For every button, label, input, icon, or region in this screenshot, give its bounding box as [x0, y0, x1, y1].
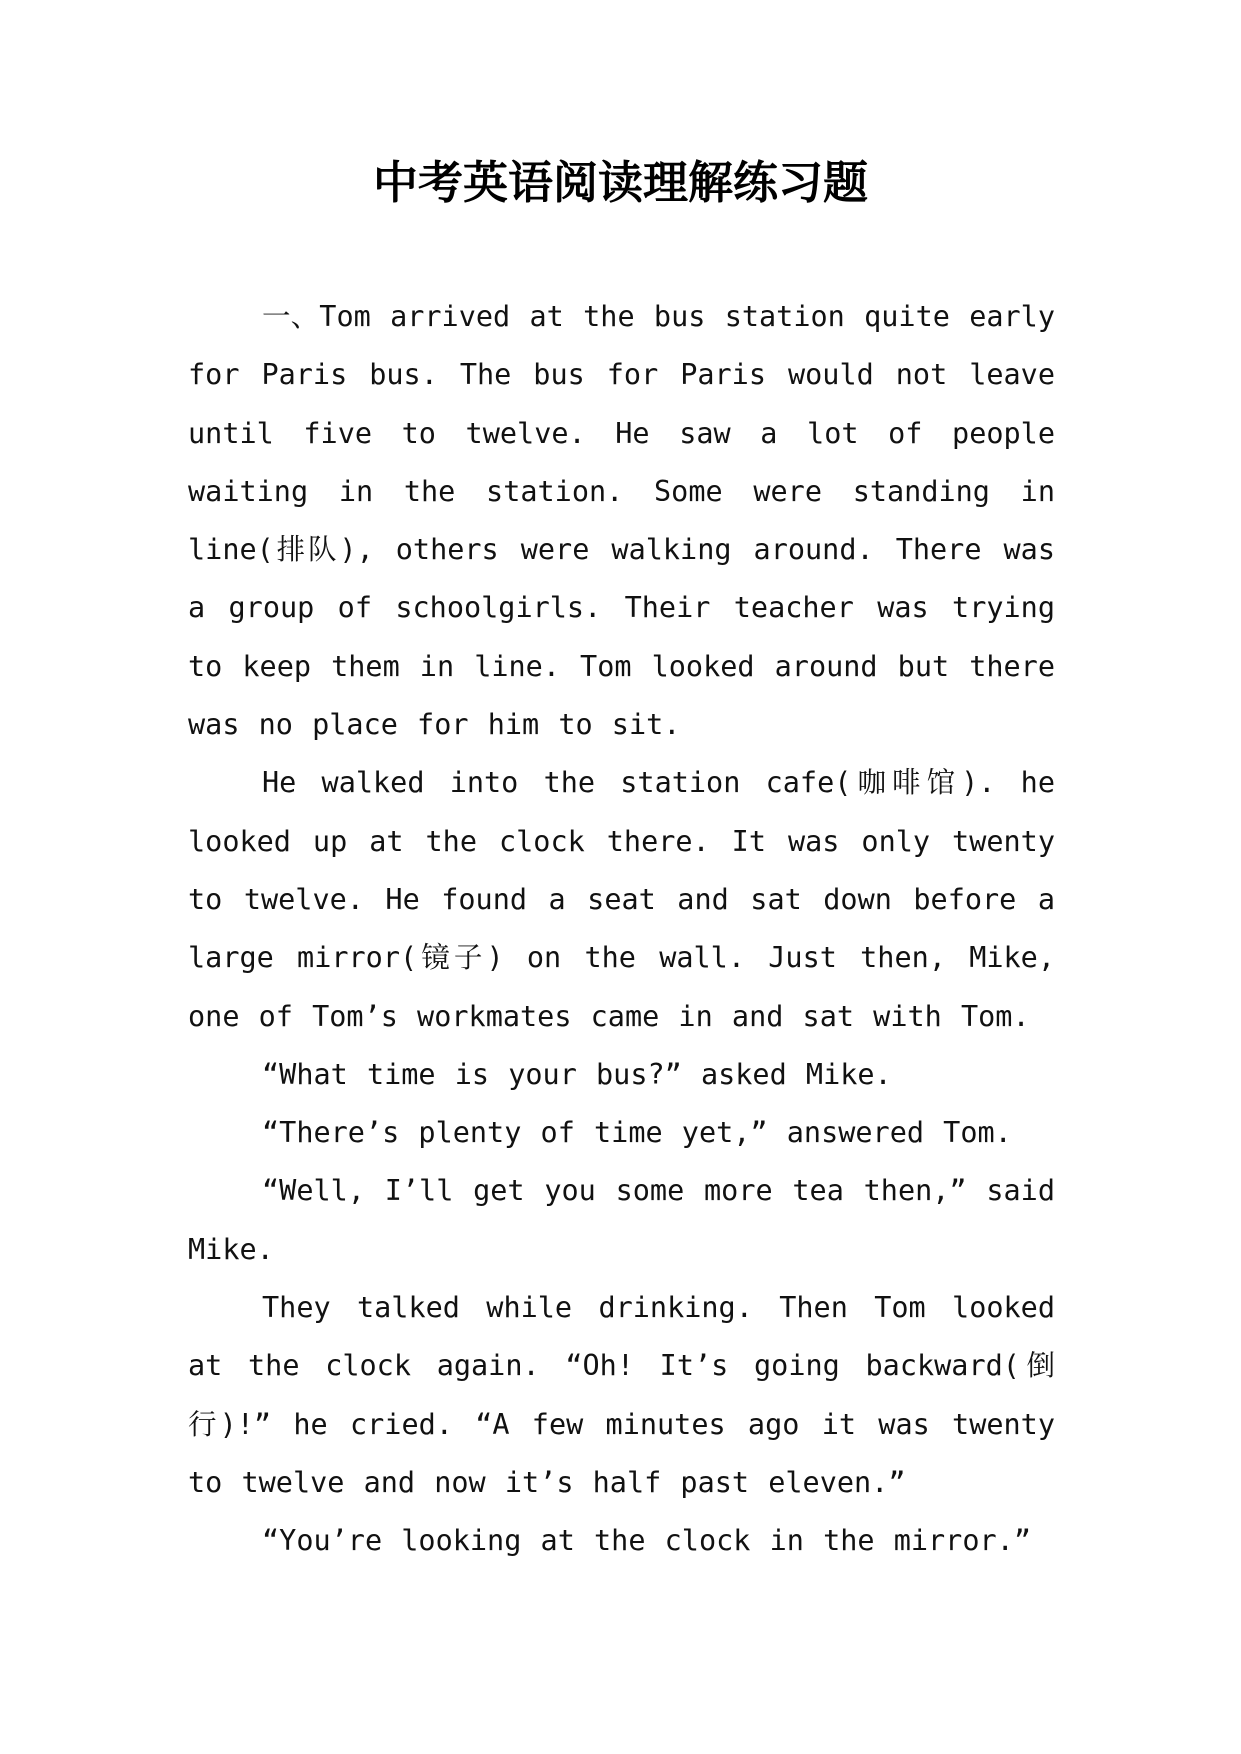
paragraph: “What time is your bus?” asked Mike. [262, 1057, 892, 1091]
paragraph: 一、Tom arrived at the bus station quite early for Paris bus. The bus for Paris would not leave until five to twelve. He saw a lot of people waiting in the station. Some were standing in line(排队), others were walking around. There was a group of schoolgirls. Their teacher was trying to keep them in line. Tom looked around but there was no place for him to sit. [188, 300, 1055, 742]
paragraph: They talked while drinking. Then Tom looked at the clock again. “Oh! It’s going backward(倒行)!” he cried. “A few minutes ago it was twenty to twelve and now it’s half past eleven.” [188, 1291, 1055, 1499]
paragraph: “Well, I’ll get you some more tea then,” said Mike. [188, 1174, 1055, 1266]
paragraph: “There’s plenty of time yet,” answered Tom. [262, 1116, 1012, 1150]
paragraph: “You’re looking at the clock in the mirror.” [262, 1524, 1031, 1558]
page-title: 中考英语阅读理解练习题 [372, 156, 868, 209]
paragraph: He walked into the station cafe(咖啡馆). he looked up at the clock there. It was only twenty to twelve. He found a seat and sat down before a large mirror(镜子) on the wall. Just then, Mike, one of Tom’s workmates came in and sat with Tom. [188, 766, 1055, 1033]
reading-passage [188, 288, 1055, 1571]
